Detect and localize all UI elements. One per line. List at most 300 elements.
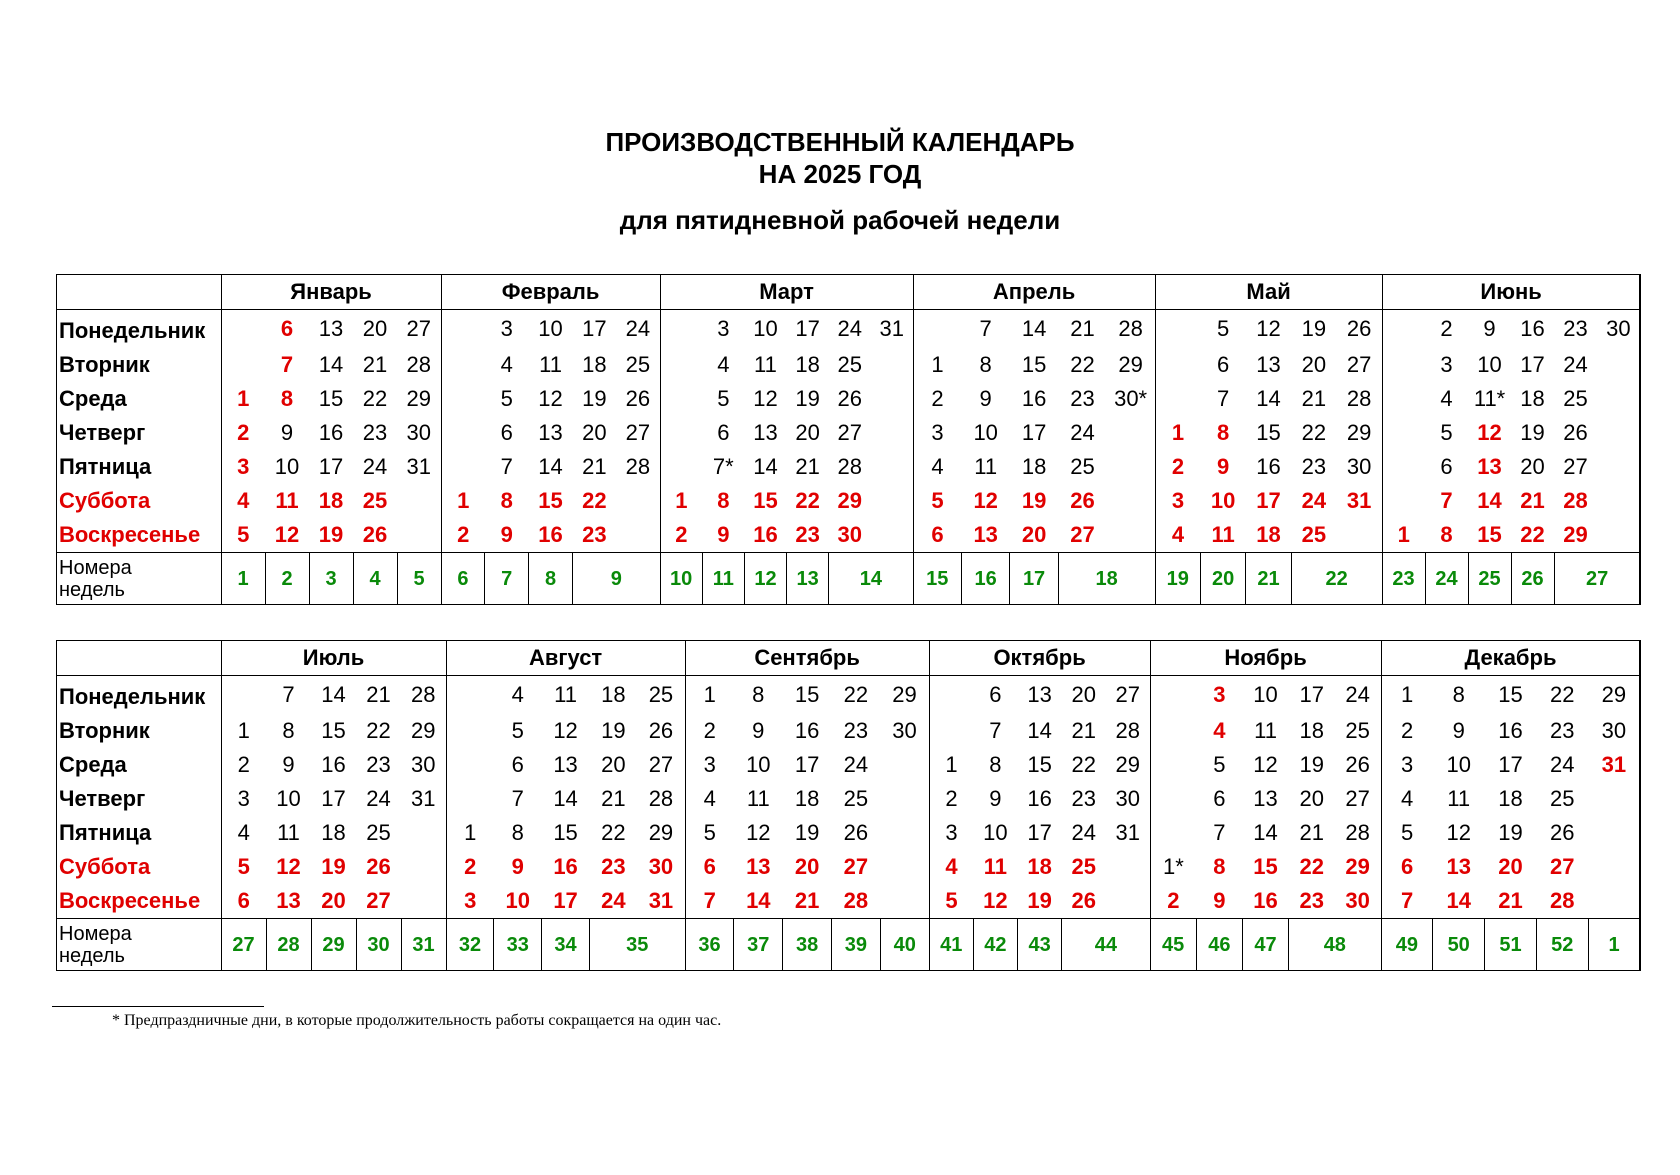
day-cell: 8: [717, 488, 730, 513]
day-cell: 15: [321, 718, 346, 743]
day-cell: 23: [1563, 316, 1588, 341]
week-number: 43: [1017, 919, 1061, 972]
day-cell: 14: [746, 888, 771, 913]
day-cell: 26: [637, 714, 685, 748]
week-number: 9: [572, 553, 660, 606]
day-cell: 12: [553, 718, 578, 743]
day-cell: 4: [1440, 386, 1453, 411]
day-cell: [880, 816, 929, 850]
day-cell: 19: [1520, 420, 1545, 445]
day-cell: 16: [553, 854, 578, 879]
day-cell: 19: [321, 854, 346, 879]
day-cell: 4: [237, 488, 250, 513]
day-cell: 2: [675, 522, 688, 547]
day-cell: 26: [843, 820, 869, 845]
day-cell: [1382, 310, 1425, 349]
day-cell: 20: [794, 854, 820, 879]
day-cell: 4: [1213, 718, 1226, 743]
day-cell: 27: [397, 310, 441, 349]
day-cell: 5: [945, 888, 958, 913]
day-cell: 4: [1401, 786, 1414, 811]
day-cell: 31: [637, 884, 685, 919]
day-cell: [616, 484, 660, 518]
day-cell: 7: [500, 454, 513, 479]
day-cell: 18: [321, 820, 346, 845]
day-cell: 7: [1440, 488, 1453, 513]
day-cell: [221, 348, 265, 382]
day-cell: 5: [931, 488, 944, 513]
day-cell: 28: [843, 888, 869, 913]
day-cell: 3: [500, 316, 513, 341]
day-cell: 7: [979, 316, 992, 341]
day-cell: 26: [837, 386, 863, 411]
day-cell: 23: [601, 854, 626, 879]
day-cell: 16: [753, 522, 778, 547]
day-cell: 12: [276, 854, 301, 879]
week-number: 52: [1536, 919, 1588, 972]
weekday-label: Воскресенье: [56, 884, 221, 919]
day-cell: 27: [616, 416, 660, 450]
weekday-label: Вторник: [56, 714, 221, 748]
day-cell: 24: [601, 888, 626, 913]
day-cell: 11: [539, 352, 562, 377]
day-cell: 15: [1498, 682, 1523, 707]
day-cell: 24: [1070, 420, 1095, 445]
day-cell: 2: [1440, 316, 1453, 341]
day-cell: 20: [601, 752, 626, 777]
day-cell: 11: [554, 682, 577, 707]
day-cell: 9: [1452, 718, 1465, 743]
day-cell: 9: [280, 420, 294, 445]
day-cell: 30: [637, 850, 685, 884]
day-cell: [221, 310, 265, 349]
day-cell: 1: [237, 718, 250, 743]
month-header: Август: [446, 640, 685, 676]
month-header: Март: [660, 274, 913, 310]
month-header: Сентябрь: [685, 640, 929, 676]
day-cell: [1597, 484, 1640, 518]
weekday-label: Пятница: [56, 450, 221, 484]
day-cell: 9: [1483, 316, 1496, 341]
week-number: 10: [660, 553, 702, 606]
day-cell: 14: [1027, 718, 1052, 743]
day-cell: 8: [280, 386, 294, 411]
day-cell: [441, 450, 485, 484]
day-cell: [1150, 714, 1196, 748]
week-number: 2: [265, 553, 309, 606]
day-cell: 23: [1071, 786, 1096, 811]
day-cell: 19: [1027, 888, 1052, 913]
day-cell: 12: [1477, 420, 1502, 445]
day-cell: 19: [582, 386, 607, 411]
day-cell: 25: [637, 676, 685, 715]
day-cell: [1597, 518, 1640, 553]
day-cell: [1588, 850, 1640, 884]
day-cell: 26: [1335, 748, 1381, 782]
day-cell: 6: [703, 854, 716, 879]
day-cell: 2: [945, 786, 958, 811]
day-cell: 28: [1106, 714, 1150, 748]
day-cell: 2: [1401, 718, 1414, 743]
week-number: 36: [685, 919, 734, 972]
day-cell: 22: [582, 488, 607, 513]
day-cell: 14: [753, 454, 778, 479]
day-cell: 27: [837, 420, 863, 445]
footnote-divider: [52, 1006, 264, 1007]
month-header: Октябрь: [929, 640, 1150, 676]
day-cell: 29: [401, 714, 446, 748]
week-number: 50: [1433, 919, 1485, 972]
day-cell: 29: [837, 488, 863, 513]
day-cell: 25: [837, 352, 863, 377]
day-cell: 3: [945, 820, 958, 845]
day-cell: 1: [457, 488, 470, 513]
day-cell: 30: [1337, 450, 1382, 484]
day-cell: 15: [538, 488, 563, 513]
day-cell: 14: [1256, 386, 1281, 411]
day-cell: 29: [880, 676, 929, 715]
week-number: 18: [1058, 553, 1155, 606]
day-cell: 15: [1477, 522, 1502, 547]
day-cell: 11: [275, 488, 299, 513]
day-cell: 16: [318, 420, 344, 445]
day-cell: 7: [1401, 888, 1414, 913]
day-cell: 19: [1301, 316, 1327, 341]
day-cell: 27: [1550, 854, 1575, 879]
day-cell: [660, 310, 702, 349]
week-number: 41: [929, 919, 973, 972]
day-cell: 7: [282, 682, 295, 707]
day-cell: [1597, 416, 1640, 450]
day-cell: 17: [1299, 682, 1324, 707]
day-cell: 25: [1550, 786, 1575, 811]
day-cell: 4: [945, 854, 958, 879]
week-number: 21: [1246, 553, 1291, 606]
week-number: 24: [1425, 553, 1468, 606]
day-cell: [871, 518, 913, 553]
day-cell: 3: [1440, 352, 1453, 377]
day-cell: 1: [931, 352, 944, 377]
day-cell: 11: [754, 352, 777, 377]
day-cell: 12: [1446, 820, 1471, 845]
day-cell: 22: [1070, 352, 1095, 377]
day-cell: 20: [795, 420, 820, 445]
day-cell: 24: [843, 752, 869, 777]
day-cell: 8: [1440, 522, 1453, 547]
day-cell: [880, 782, 929, 816]
day-cell: 21: [1299, 820, 1324, 845]
day-cell: 19: [1299, 752, 1324, 777]
week-number: 17: [1010, 553, 1058, 606]
day-cell: 16: [538, 522, 563, 547]
day-cell: 30: [1106, 782, 1150, 816]
day-cell: 29: [1563, 522, 1588, 547]
day-cell: 8: [979, 352, 992, 377]
day-cell: [446, 782, 494, 816]
week-number: 3: [309, 553, 353, 606]
day-cell: 1: [703, 682, 716, 707]
day-cell: 8: [1217, 420, 1230, 445]
day-cell: 6: [500, 420, 513, 445]
week-number: 25: [1468, 553, 1511, 606]
day-cell: 16: [1021, 386, 1047, 411]
week-number: 29: [311, 919, 356, 972]
week-number: 38: [783, 919, 832, 972]
day-cell: 6: [717, 420, 730, 445]
day-cell: 27: [1106, 676, 1150, 715]
day-cell: 3: [1401, 752, 1414, 777]
day-cell: 14: [553, 786, 578, 811]
day-cell: 5: [717, 386, 730, 411]
day-cell: 6: [1217, 352, 1230, 377]
day-cell: 13: [746, 854, 771, 879]
day-cell: [446, 714, 494, 748]
day-cell: [660, 416, 702, 450]
day-cell: 12: [983, 888, 1008, 913]
day-cell: 12: [973, 488, 998, 513]
day-cell: 19: [318, 522, 344, 547]
day-cell: [1106, 850, 1150, 884]
day-cell: 20: [1071, 682, 1096, 707]
day-cell: [880, 748, 929, 782]
day-cell: 16: [1498, 718, 1523, 743]
day-cell: 7*: [712, 454, 734, 479]
day-cell: 3: [931, 420, 944, 445]
day-cell: 28: [1563, 488, 1588, 513]
week-number: 34: [542, 919, 590, 972]
week-number: 30: [356, 919, 401, 972]
week-number: 27: [1554, 553, 1640, 606]
day-cell: 5: [703, 820, 716, 845]
day-cell: 10: [1253, 682, 1278, 707]
day-cell: 6: [989, 682, 1002, 707]
weeks-label: Номера недель: [56, 553, 221, 606]
day-cell: 6: [237, 888, 250, 913]
header-corner: [56, 274, 221, 310]
title-line-1: ПРОИЗВОДСТВЕННЫЙ КАЛЕНДАРЬ: [605, 127, 1075, 157]
day-cell: 15: [318, 386, 344, 411]
day-cell: 20: [1301, 352, 1327, 377]
day-cell: 23: [362, 420, 388, 445]
day-cell: 20: [1299, 786, 1324, 811]
day-cell: 24: [1563, 352, 1588, 377]
day-cell: 13: [753, 420, 778, 445]
week-number: 8: [529, 553, 573, 606]
day-cell: 19: [601, 718, 626, 743]
week-number: 46: [1196, 919, 1242, 972]
day-cell: 15: [553, 820, 578, 845]
day-cell: 29: [1337, 416, 1382, 450]
day-cell: 1: [1397, 522, 1410, 547]
weekday-label: Суббота: [56, 484, 221, 518]
day-cell: [1597, 382, 1640, 416]
day-cell: [1597, 450, 1640, 484]
day-cell: 22: [843, 682, 869, 707]
day-cell: 15: [1021, 352, 1047, 377]
day-cell: 23: [795, 522, 820, 547]
day-cell: 22: [366, 718, 391, 743]
day-cell: 9: [511, 854, 524, 879]
day-cell: 11*: [1473, 386, 1506, 411]
day-cell: 28: [397, 348, 441, 382]
day-cell: [660, 348, 702, 382]
day-cell: 17: [794, 752, 820, 777]
day-cell: 27: [366, 888, 391, 913]
week-number: 20: [1200, 553, 1245, 606]
week-number: 40: [880, 919, 929, 972]
day-cell: 13: [1446, 854, 1471, 879]
day-cell: 11: [1211, 522, 1235, 547]
day-cell: 4: [703, 786, 716, 811]
day-cell: 20: [1021, 522, 1047, 547]
day-cell: 18: [601, 682, 626, 707]
day-cell: 16: [1520, 316, 1545, 341]
week-number: 7: [485, 553, 529, 606]
day-cell: 25: [1301, 522, 1327, 547]
day-cell: 6: [1401, 854, 1414, 879]
day-cell: 11: [974, 454, 998, 479]
day-cell: 21: [601, 786, 626, 811]
month-header: Ноябрь: [1150, 640, 1381, 676]
week-number: 16: [961, 553, 1009, 606]
month-header: Июль: [221, 640, 446, 676]
day-cell: 23: [1301, 454, 1327, 479]
day-cell: 30: [880, 714, 929, 748]
day-cell: 18: [1256, 522, 1281, 547]
day-cell: 30: [837, 522, 863, 547]
day-cell: 27: [637, 748, 685, 782]
day-cell: 31: [1106, 816, 1150, 850]
day-cell: [1150, 748, 1196, 782]
day-cell: 10: [973, 420, 998, 445]
subtitle: для пятидневной рабочей недели: [619, 205, 1061, 235]
day-cell: [446, 748, 494, 782]
day-cell: 3: [237, 454, 250, 479]
day-cell: [871, 484, 913, 518]
day-cell: 17: [1520, 352, 1545, 377]
day-cell: 24: [366, 786, 391, 811]
day-cell: 31: [1337, 484, 1382, 518]
day-cell: 24: [837, 316, 863, 341]
day-cell: 11: [746, 786, 770, 811]
day-cell: 2: [931, 386, 944, 411]
day-cell: 27: [1337, 348, 1382, 382]
day-cell: 5: [511, 718, 524, 743]
month-header: Апрель: [913, 274, 1155, 310]
day-cell: 18: [318, 488, 344, 513]
day-cell: 15: [1256, 420, 1281, 445]
day-cell: 13: [318, 316, 344, 341]
day-cell: 8: [282, 718, 295, 743]
day-cell: 10: [276, 786, 301, 811]
day-cell: 10: [505, 888, 530, 913]
day-cell: [1382, 348, 1425, 382]
day-cell: 9: [979, 386, 992, 411]
day-cell: [1382, 484, 1425, 518]
day-cell: 24: [1550, 752, 1575, 777]
day-cell: 29: [1106, 748, 1150, 782]
day-cell: 24: [616, 310, 660, 349]
day-cell: [1337, 518, 1382, 553]
week-number: 6: [441, 553, 485, 606]
week-number: 14: [829, 553, 913, 606]
day-cell: 7: [989, 718, 1002, 743]
day-cell: [871, 416, 913, 450]
weekday-label: Четверг: [56, 416, 221, 450]
day-cell: 17: [795, 316, 820, 341]
day-cell: 3: [717, 316, 730, 341]
day-cell: 16: [1256, 454, 1281, 479]
day-cell: 18: [795, 352, 820, 377]
day-cell: 17: [582, 316, 607, 341]
day-cell: [401, 884, 446, 919]
day-cell: [441, 310, 485, 349]
day-cell: 28: [401, 676, 446, 715]
day-cell: 13: [1477, 454, 1502, 479]
day-cell: 21: [1301, 386, 1327, 411]
day-cell: 12: [274, 522, 300, 547]
day-cell: 26: [616, 382, 660, 416]
day-cell: [441, 416, 485, 450]
day-cell: 8: [1452, 682, 1465, 707]
day-cell: [616, 518, 660, 553]
day-cell: 15: [1253, 854, 1278, 879]
week-number: 27: [221, 919, 266, 972]
day-cell: 22: [1520, 522, 1545, 547]
day-cell: 24: [1301, 488, 1327, 513]
day-cell: 31: [397, 450, 441, 484]
day-cell: 3: [464, 888, 477, 913]
day-cell: 21: [795, 454, 820, 479]
day-cell: 28: [1107, 310, 1155, 349]
weekday-label: Пятница: [56, 816, 221, 850]
day-cell: 26: [1071, 888, 1096, 913]
day-cell: 27: [1563, 454, 1588, 479]
day-cell: 17: [1256, 488, 1281, 513]
day-cell: 9: [752, 718, 765, 743]
day-cell: 2: [237, 420, 250, 445]
day-cell: 1: [675, 488, 688, 513]
day-cell: 2: [703, 718, 716, 743]
day-cell: 28: [637, 782, 685, 816]
day-cell: 11: [983, 854, 1008, 879]
day-cell: 17: [553, 888, 578, 913]
day-cell: 26: [366, 854, 391, 879]
week-number: 26: [1511, 553, 1554, 606]
day-cell: 19: [1021, 488, 1047, 513]
day-cell: 20: [1498, 854, 1523, 879]
day-cell: 28: [1335, 816, 1381, 850]
day-cell: 31: [871, 310, 913, 349]
day-cell: 5: [1213, 752, 1226, 777]
day-cell: 12: [538, 386, 563, 411]
day-cell: [1588, 782, 1640, 816]
day-cell: [401, 850, 446, 884]
day-cell: 6: [1213, 786, 1226, 811]
day-cell: 4: [1171, 522, 1185, 547]
day-cell: 7: [1217, 386, 1230, 411]
day-cell: 26: [362, 522, 388, 547]
week-number: 13: [787, 553, 829, 606]
week-number: 1: [1588, 919, 1640, 972]
day-cell: 22: [362, 386, 388, 411]
day-cell: 25: [616, 348, 660, 382]
week-number: 47: [1242, 919, 1288, 972]
day-cell: 7: [280, 352, 294, 377]
day-cell: 25: [1335, 714, 1381, 748]
day-cell: 30: [1588, 714, 1640, 748]
day-cell: 9: [1213, 888, 1226, 913]
